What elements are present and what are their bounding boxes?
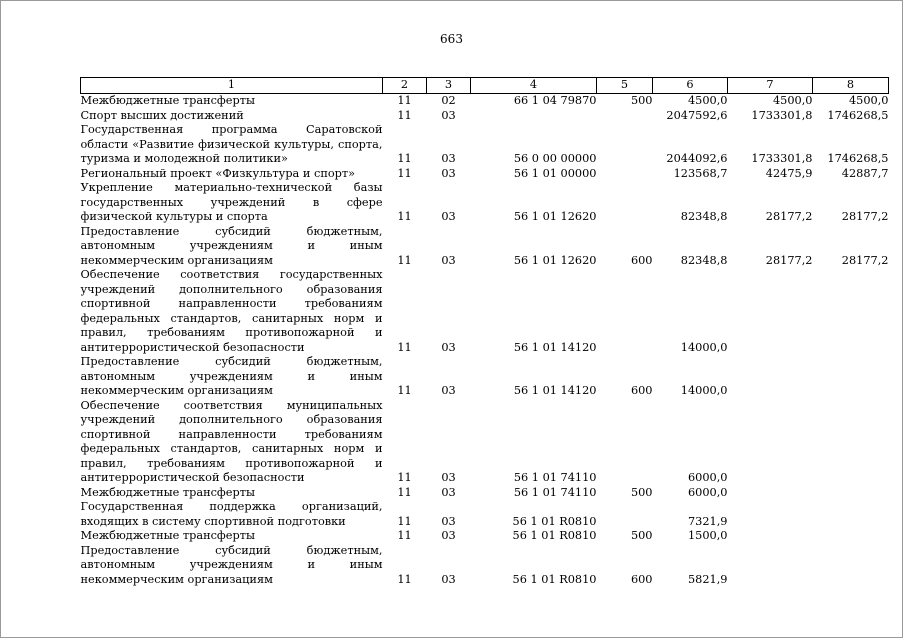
- table-row: [81, 123, 889, 167]
- section-code: 11: [397, 166, 412, 180]
- table-row: [81, 399, 889, 486]
- column-header-2: 2: [383, 78, 427, 94]
- target-article-code: 56 1 01 R0810: [512, 514, 597, 528]
- section-code: 11: [397, 253, 412, 267]
- target-article-code: 56 1 01 74110: [513, 485, 597, 499]
- column-header-3: 3: [427, 78, 471, 94]
- amount-year-2: [728, 486, 813, 501]
- amount-year-2: [728, 355, 813, 399]
- expense-name: Обеспечение соответствия муниципальных учреждений дополнительного образования спортивной направленности требованиям федеральных стандартов, санитарных норм и правил, требованиям противопожарной и антитеррористической безопасности: [80, 398, 383, 484]
- amount-year-3: [813, 268, 889, 355]
- section-code: 11: [397, 384, 412, 397]
- amount-year-2: 4500,0: [772, 94, 813, 107]
- expense-name: Предоставление субсидий бюджетным, автономным учреждениям и иным некоммерческим организациям: [80, 355, 383, 397]
- subsection-code: 03: [441, 253, 456, 267]
- expense-type-code: 600: [630, 253, 653, 267]
- expense-type-code: 500: [630, 94, 653, 107]
- amount-year-3: [813, 500, 889, 529]
- section-code: 11: [397, 340, 412, 354]
- amount-year-1: 7321,9: [687, 514, 728, 528]
- amount-year-1: 2047592,6: [666, 108, 728, 122]
- subsection-code: 03: [441, 166, 456, 180]
- amount-year-2: [728, 268, 813, 355]
- column-header-1: 1: [81, 78, 383, 94]
- subsection-code: 03: [441, 210, 456, 223]
- amount-year-1: 6000,0: [687, 485, 728, 499]
- column-header-8: 8: [813, 78, 889, 94]
- section-code: 11: [397, 210, 412, 223]
- target-article-code: 56 1 01 R0810: [512, 529, 597, 542]
- expense-type-code: 500: [630, 529, 653, 542]
- amount-year-1: 123568,7: [673, 166, 728, 180]
- section-code: 11: [397, 514, 412, 528]
- amount-year-2: 28177,2: [765, 210, 813, 223]
- expense-name: Предоставление субсидий бюджетным, автономным учреждениям и иным некоммерческим организациям: [80, 543, 383, 586]
- expense-name: Обеспечение соответствия государственных учреждений дополнительного образования спортивной направленности требованиям федеральных стандартов, санитарных норм и правил, требованиям противопожарной и антитеррористической безопасности: [80, 268, 383, 354]
- amount-year-2: 1733301,8: [751, 152, 813, 165]
- table-row: [81, 109, 889, 124]
- expense-type-code: [597, 268, 653, 355]
- table-row: [81, 225, 889, 269]
- column-header-4: 4: [471, 78, 597, 94]
- amount-year-1: 82348,8: [680, 253, 728, 267]
- target-article-code: [471, 109, 597, 124]
- column-header-5: 5: [597, 78, 653, 94]
- amount-year-2: 1733301,8: [751, 108, 813, 122]
- amount-year-3: 42887,7: [841, 166, 889, 180]
- expense-name: Предоставление субсидий бюджетным, автономным учреждениям и иным некоммерческим организациям: [80, 224, 383, 267]
- section-code: 11: [397, 94, 412, 107]
- expense-type-code: 500: [630, 485, 653, 499]
- expense-name: Межбюджетные трансферты: [80, 529, 255, 542]
- expense-name: Спорт высших достижений: [80, 108, 244, 122]
- amount-year-3: [813, 529, 889, 544]
- amount-year-3: [813, 355, 889, 399]
- target-article-code: 56 1 01 14120: [513, 384, 597, 397]
- target-article-code: 56 1 01 12620: [513, 210, 597, 223]
- target-article-code: 56 1 01 12620: [513, 253, 597, 267]
- amount-year-3: 1746268,5: [827, 152, 889, 165]
- amount-year-1: 14000,0: [680, 384, 728, 397]
- amount-year-1: 14000,0: [680, 340, 728, 354]
- target-article-code: 56 1 01 R0810: [512, 572, 597, 586]
- expense-type-code: [597, 399, 653, 486]
- budget-table: [80, 77, 889, 587]
- amount-year-1: 2044092,6: [666, 152, 728, 165]
- subsection-code: 03: [441, 529, 456, 542]
- subsection-code: 03: [441, 485, 456, 499]
- table-row: [81, 181, 889, 225]
- table-row: [81, 268, 889, 355]
- expense-type-code: [597, 167, 653, 182]
- subsection-code: 02: [441, 94, 456, 107]
- target-article-code: 56 1 01 14120: [513, 340, 597, 354]
- amount-year-2: 28177,2: [765, 253, 813, 267]
- amount-year-3: [813, 486, 889, 501]
- subsection-code: 03: [441, 152, 456, 165]
- amount-year-1: 5821,9: [687, 572, 728, 586]
- table-body: [81, 94, 889, 588]
- expense-name: Межбюджетные трансферты: [80, 485, 255, 499]
- table-row: [81, 167, 889, 182]
- subsection-code: 03: [441, 471, 456, 484]
- section-code: 11: [397, 572, 412, 586]
- subsection-code: 03: [441, 572, 456, 586]
- expense-name: Государственная поддержка организаций, входящих в систему спортивной подготовки: [80, 500, 383, 528]
- subsection-code: 03: [441, 384, 456, 397]
- table-row: [81, 486, 889, 501]
- section-code: 11: [397, 485, 412, 499]
- amount-year-3: [813, 544, 889, 588]
- expense-type-code: 600: [630, 572, 653, 586]
- expense-type-code: [597, 109, 653, 124]
- expense-type-code: [597, 181, 653, 225]
- column-header-7: 7: [728, 78, 813, 94]
- amount-year-1: 6000,0: [687, 471, 728, 484]
- amount-year-3: 1746268,5: [827, 108, 889, 122]
- expense-name: Региональный проект «Физкультура и спорт»: [80, 166, 356, 180]
- expense-type-code: 600: [630, 384, 653, 397]
- expense-name: Межбюджетные трансферты: [80, 94, 255, 107]
- page-number: 663: [440, 32, 463, 46]
- expense-name: Укрепление материально-технической базы государственных учреждений в сфере физической культуры и спорта: [80, 181, 383, 223]
- amount-year-3: 28177,2: [841, 210, 889, 223]
- amount-year-2: [728, 544, 813, 588]
- table-row: [81, 500, 889, 529]
- subsection-code: 03: [441, 108, 456, 122]
- section-code: 11: [397, 471, 412, 484]
- subsection-code: 03: [441, 514, 456, 528]
- amount-year-3: 4500,0: [848, 94, 889, 107]
- table-row: [81, 355, 889, 399]
- target-article-code: 56 0 00 00000: [513, 152, 597, 165]
- target-article-code: 56 1 01 00000: [513, 166, 597, 180]
- amount-year-2: [728, 529, 813, 544]
- expense-type-code: [597, 500, 653, 529]
- section-code: 11: [397, 152, 412, 165]
- target-article-code: 56 1 01 74110: [513, 471, 597, 484]
- amount-year-3: [813, 399, 889, 486]
- section-code: 11: [397, 108, 412, 122]
- amount-year-2: [728, 500, 813, 529]
- table-row: [81, 544, 889, 588]
- target-article-code: 66 1 04 79870: [513, 94, 597, 107]
- amount-year-2: 42475,9: [765, 166, 813, 180]
- amount-year-3: 28177,2: [841, 253, 889, 267]
- table-header-row: [81, 78, 889, 94]
- amount-year-1: 82348,8: [680, 210, 728, 223]
- subsection-code: 03: [441, 340, 456, 354]
- table-row: [81, 94, 889, 109]
- column-header-6: 6: [653, 78, 728, 94]
- amount-year-1: 1500,0: [687, 529, 728, 542]
- table-row: [81, 529, 889, 544]
- expense-type-code: [597, 123, 653, 167]
- amount-year-1: 4500,0: [687, 94, 728, 107]
- amount-year-2: [728, 399, 813, 486]
- section-code: 11: [397, 529, 412, 542]
- expense-name: Государственная программа Саратовской области «Развитие физической культуры, спорта, туризма и молодежной политики»: [80, 123, 383, 165]
